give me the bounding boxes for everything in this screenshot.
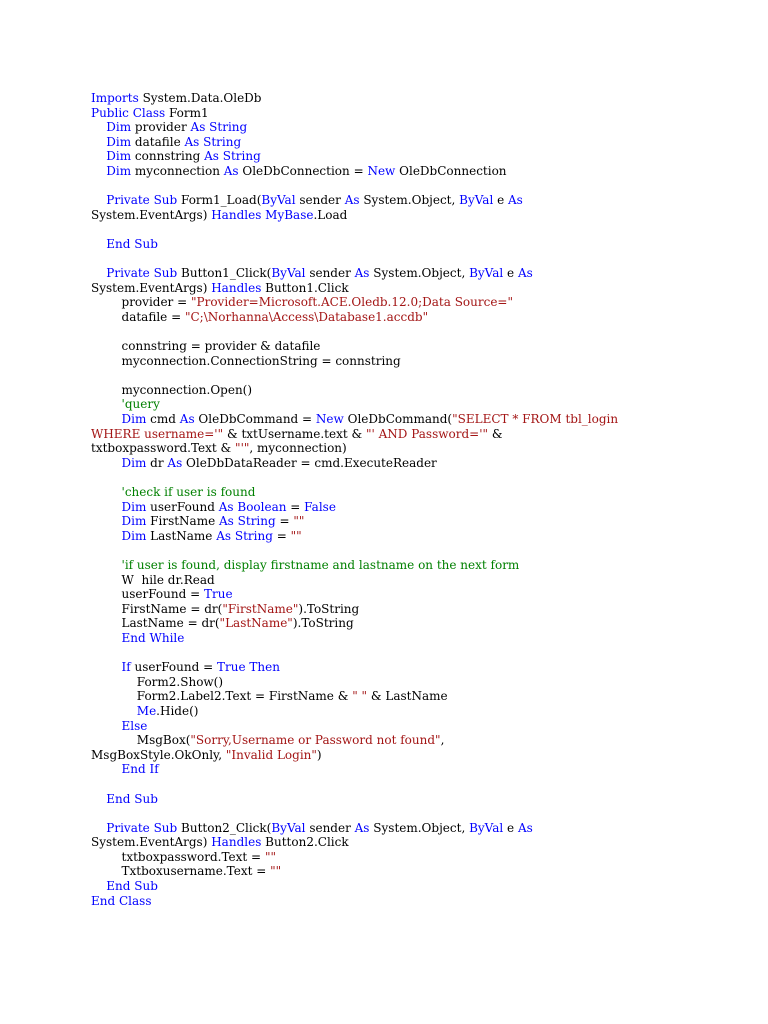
string-token: ""	[293, 514, 305, 529]
keyword-token: As String	[204, 149, 261, 164]
code-line	[91, 602, 618, 617]
code-line	[91, 500, 618, 515]
code-token: Form1_Load(	[177, 193, 262, 208]
code-line	[91, 339, 618, 354]
keyword-token: Dim	[121, 528, 147, 543]
keyword-token: As String	[219, 514, 276, 529]
line-indent	[91, 719, 122, 733]
keyword-token: End While	[121, 630, 185, 645]
code-token: OleDbCommand =	[194, 412, 316, 427]
keyword-token: Dim	[121, 499, 147, 514]
code-line	[91, 222, 618, 237]
keyword-token: Me	[136, 703, 157, 718]
code-token: System.Data.OleDb	[138, 91, 262, 105]
code-token: FirstName = dr(	[121, 601, 223, 616]
keyword-token: As String	[190, 120, 248, 135]
string-token: "C;\Norhanna\Access\Database1.accdb"	[184, 309, 429, 324]
code-line	[91, 529, 618, 544]
code-token: myconnection.ConnectionString = connstring	[121, 353, 401, 368]
code-line	[91, 397, 618, 412]
code-line	[91, 864, 618, 879]
comment-token: 'if user is found, display firstname and lastname on the next form	[121, 558, 520, 572]
code-line	[91, 135, 618, 150]
line-indent	[91, 149, 106, 163]
code-line	[91, 266, 618, 281]
keyword-token: As	[344, 193, 360, 208]
code-token: & LastName	[367, 689, 448, 704]
code-line	[91, 587, 618, 602]
keyword-token: Handles	[211, 280, 262, 295]
keyword-token: As	[354, 266, 370, 281]
code-line	[91, 894, 618, 909]
keyword-token: Private Sub	[106, 820, 178, 835]
code-token: provider	[131, 120, 191, 135]
code-line	[91, 689, 618, 704]
line-indent	[91, 456, 122, 470]
keyword-token: End Class	[91, 893, 152, 908]
code-line	[91, 558, 618, 573]
keyword-token: Public Class	[91, 105, 166, 120]
keyword-token: ByVal	[459, 193, 494, 208]
keyword-token: Handles MyBase	[211, 207, 314, 222]
keyword-token: End If	[121, 762, 159, 777]
code-token: System.Object,	[369, 266, 470, 281]
code-line	[91, 237, 618, 252]
string-token: WHERE username='"	[91, 426, 224, 441]
code-line	[91, 821, 618, 836]
code-token: provider =	[121, 295, 191, 310]
code-token: e	[503, 820, 518, 835]
line-indent	[91, 792, 106, 806]
code-line	[91, 879, 618, 894]
code-token: connstring = provider & datafile	[121, 339, 321, 354]
keyword-token: ByVal	[261, 193, 296, 208]
code-line	[91, 441, 618, 456]
code-line	[91, 719, 618, 734]
code-line	[91, 631, 618, 646]
code-token: userFound =	[121, 587, 204, 602]
code-token: )	[316, 747, 322, 762]
keyword-token: As String	[184, 134, 242, 149]
code-line	[91, 368, 618, 383]
line-indent	[91, 587, 122, 601]
code-line	[91, 164, 618, 179]
code-token: ).ToString	[298, 601, 360, 616]
code-line	[91, 543, 618, 558]
line-indent	[91, 120, 106, 134]
keyword-token: Dim	[106, 120, 132, 135]
code-token: System.Object,	[369, 820, 470, 835]
string-token: "FirstName"	[222, 601, 299, 616]
code-token: sender	[305, 820, 355, 835]
code-line	[91, 91, 618, 106]
keyword-token: Handles	[211, 835, 262, 850]
code-token: txtboxpassword.Text &	[91, 441, 236, 456]
string-token: "Provider=Microsoft.ACE.Oledb.12.0;Data Source="	[190, 295, 514, 310]
code-line	[91, 470, 618, 485]
keyword-token: Imports	[91, 91, 139, 105]
keyword-token: As String	[216, 528, 273, 543]
line-indent	[91, 733, 137, 747]
code-token: FirstName	[146, 514, 220, 529]
code-line	[91, 208, 618, 223]
code-line	[91, 646, 618, 661]
keyword-token: Dim	[106, 134, 132, 149]
code-token: OleDbConnection =	[238, 163, 368, 178]
keyword-token: If	[121, 660, 131, 675]
code-token: System.Object,	[359, 193, 460, 208]
code-token: .Load	[313, 207, 348, 222]
line-indent	[91, 573, 122, 587]
code-token: datafile	[131, 134, 185, 149]
line-indent	[91, 602, 122, 616]
code-token: OleDbConnection	[395, 163, 507, 178]
code-token: userFound =	[130, 660, 217, 675]
code-token: OleDbDataReader = cmd.ExecuteReader	[182, 455, 437, 470]
keyword-token: Private Sub	[106, 193, 178, 208]
keyword-token: True	[203, 587, 233, 602]
string-token: ""	[270, 864, 282, 879]
keyword-token: Private Sub	[106, 266, 178, 281]
keyword-token: ByVal	[271, 820, 306, 835]
keyword-token: End Sub	[106, 879, 158, 894]
code-line	[91, 106, 618, 121]
code-token: e	[493, 193, 509, 208]
string-token: "Invalid Login"	[225, 747, 317, 762]
code-token: MsgBox(	[136, 733, 191, 748]
keyword-token: Dim	[106, 163, 132, 178]
line-indent	[91, 850, 122, 864]
code-token: =	[286, 499, 305, 514]
line-indent	[91, 631, 122, 645]
line-indent	[91, 237, 106, 251]
keyword-token: False	[304, 499, 336, 514]
code-listing	[91, 91, 618, 908]
string-token: ""	[290, 528, 302, 543]
code-token: txtboxpassword.Text =	[121, 849, 265, 864]
code-line	[91, 704, 618, 719]
keyword-token: ByVal	[469, 266, 504, 281]
line-indent	[91, 500, 122, 514]
code-token: MsgBoxStyle.OkOnly,	[91, 747, 226, 762]
keyword-token: Dim	[121, 514, 147, 529]
code-line	[91, 777, 618, 792]
code-token: & txtUsername.text &	[223, 426, 366, 441]
code-line	[91, 252, 618, 267]
code-line	[91, 806, 618, 821]
keyword-token: Dim	[121, 412, 147, 427]
keyword-token: Dim	[106, 149, 132, 164]
line-indent	[91, 558, 122, 572]
code-line	[91, 850, 618, 865]
code-token: e	[503, 266, 518, 281]
line-indent	[91, 135, 106, 149]
string-token: "Sorry,Username or Password not found"	[190, 733, 441, 748]
code-line	[91, 748, 618, 763]
keyword-token: As	[354, 820, 370, 835]
code-token: , myconnection)	[249, 441, 347, 456]
code-line	[91, 193, 618, 208]
code-token: cmd	[146, 412, 180, 427]
code-token: myconnection.Open()	[121, 382, 253, 397]
code-token: LastName	[146, 528, 217, 543]
code-token: ).ToString	[292, 616, 354, 631]
code-token: Button1.Click	[261, 280, 349, 295]
code-line	[91, 660, 618, 675]
line-indent	[91, 397, 122, 411]
code-token: =	[275, 514, 294, 529]
code-line	[91, 310, 618, 325]
keyword-token: ByVal	[469, 820, 504, 835]
line-indent	[91, 266, 106, 280]
code-token: LastName = dr(	[121, 616, 220, 631]
string-token: "LastName"	[219, 616, 293, 631]
keyword-token: End Sub	[106, 236, 158, 251]
code-token: Form2.Show()	[136, 674, 224, 689]
line-indent	[91, 689, 137, 703]
code-line	[91, 427, 618, 442]
code-line	[91, 675, 618, 690]
line-indent	[91, 660, 122, 674]
line-indent	[91, 310, 122, 324]
keyword-token: True Then	[216, 660, 280, 675]
code-token: Form2.Label2.Text = FirstName &	[136, 689, 353, 704]
line-indent	[91, 762, 122, 776]
keyword-token: New	[367, 163, 396, 178]
string-token: "SELECT * FROM tbl_login	[452, 412, 619, 427]
string-token: "' AND Password='"	[365, 426, 489, 441]
code-token: sender	[295, 193, 345, 208]
line-indent	[91, 339, 122, 353]
keyword-token: ByVal	[271, 266, 306, 281]
keyword-token: Dim	[121, 455, 147, 470]
line-indent	[91, 704, 137, 718]
code-token: .Hide()	[156, 703, 199, 718]
code-token: System.EventArgs)	[91, 280, 212, 295]
code-token: connstring	[131, 149, 205, 164]
code-token: OleDbCommand(	[343, 412, 453, 427]
line-indent	[91, 879, 106, 893]
code-token: ,	[440, 733, 445, 748]
keyword-token: As	[167, 455, 183, 470]
code-token: &	[488, 426, 503, 441]
code-token: System.EventArgs)	[91, 835, 212, 850]
line-indent	[91, 193, 106, 207]
line-indent	[91, 164, 106, 178]
string-token: " "	[352, 689, 368, 704]
line-indent	[91, 675, 137, 689]
string-token: "'"	[235, 441, 250, 456]
keyword-token: New	[315, 412, 344, 427]
code-line	[91, 456, 618, 471]
code-line	[91, 383, 618, 398]
code-line	[91, 616, 618, 631]
line-indent	[91, 821, 106, 835]
code-line	[91, 733, 618, 748]
code-token: userFound	[146, 499, 219, 514]
code-line	[91, 295, 618, 310]
line-indent	[91, 354, 122, 368]
keyword-token: As	[517, 266, 533, 281]
code-token: Form1	[165, 105, 209, 120]
keyword-token: As	[508, 193, 523, 208]
code-token: Button2_Click(	[177, 820, 272, 835]
comment-token: 'query	[121, 397, 160, 412]
code-line	[91, 325, 618, 340]
keyword-token: End Sub	[106, 791, 158, 806]
code-token: Txtboxusername.Text =	[121, 864, 271, 879]
code-token: myconnection	[131, 163, 224, 178]
comment-token: 'check if user is found	[121, 485, 256, 500]
keyword-token: As	[223, 163, 239, 178]
code-line	[91, 179, 618, 194]
code-token: System.EventArgs)	[91, 207, 212, 222]
code-token: =	[272, 528, 291, 543]
code-token: sender	[305, 266, 355, 281]
code-line	[91, 485, 618, 500]
code-token: Button2.Click	[261, 835, 349, 850]
code-line	[91, 573, 618, 588]
keyword-token: Else	[121, 718, 148, 733]
code-line	[91, 120, 618, 135]
line-indent	[91, 616, 122, 630]
keyword-token: As Boolean	[218, 499, 287, 514]
line-indent	[91, 514, 122, 528]
string-token: ""	[264, 849, 276, 864]
code-token: Button1_Click(	[177, 266, 272, 281]
keyword-token: As	[179, 412, 195, 427]
line-indent	[91, 485, 122, 499]
line-indent	[91, 383, 122, 397]
keyword-token: As	[517, 820, 533, 835]
code-token: W hile dr.Read	[121, 572, 215, 587]
code-line	[91, 514, 618, 529]
line-indent	[91, 529, 122, 543]
code-line	[91, 835, 618, 850]
code-line	[91, 281, 618, 296]
line-indent	[91, 412, 122, 426]
code-line	[91, 412, 618, 427]
line-indent	[91, 864, 122, 878]
code-line	[91, 762, 618, 777]
code-line	[91, 792, 618, 807]
line-indent	[91, 295, 122, 309]
code-token: datafile =	[121, 309, 185, 324]
code-line	[91, 149, 618, 164]
code-token: dr	[146, 455, 168, 470]
code-line	[91, 354, 618, 369]
